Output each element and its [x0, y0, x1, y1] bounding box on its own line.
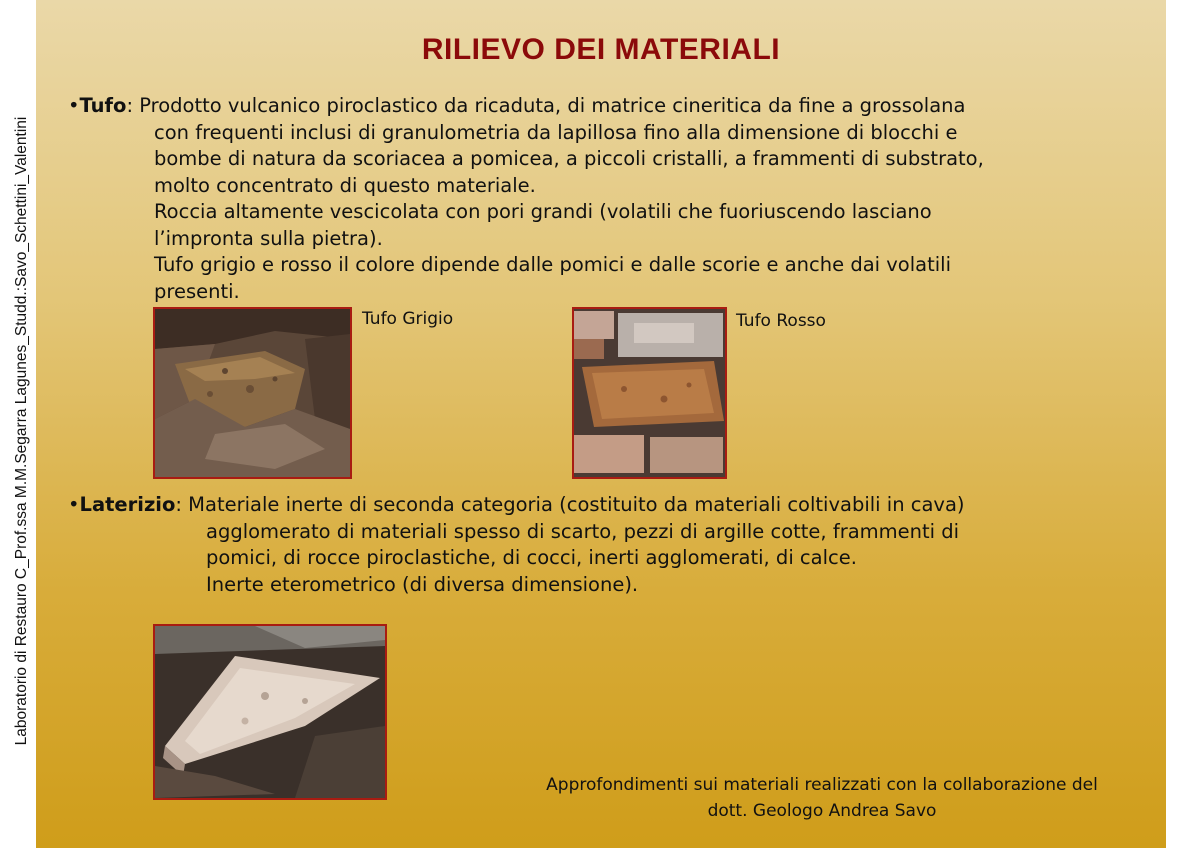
tufo-first-line [68, 93, 984, 120]
laterizio-first-line [68, 492, 965, 519]
laterizio-section [68, 492, 965, 598]
tufo-line: bombe di natura da scoriacea a pomicea, a piccoli cristalli, a frammenti di substrato, [154, 147, 984, 170]
footer-note [500, 772, 1144, 824]
tufo-rosso-image [574, 309, 725, 477]
laterizio-term: Laterizio [79, 493, 176, 516]
tufo-section [68, 93, 984, 305]
laterizio-photo [153, 624, 387, 800]
tufo-rosso-photo [572, 307, 727, 479]
tufo-line: con frequenti inclusi di granulometria da lapillosa fino alla dimensione di blocchi e [154, 120, 958, 144]
tufo-grigio-photo [153, 307, 352, 479]
tufo-term: Tufo [79, 94, 127, 117]
side-credit: Laboratorio di Restauro C_Prof.ssa M.M.Segarra Lagunes_Studd.:Savo_Schettini_Valentini [13, 116, 30, 746]
footer-line: Approfondimenti sui materiali realizzati con la collaborazione del [546, 775, 1098, 795]
laterizio-line: agglomerato di materiali spesso di scarto, pezzi di argille cotte, frammenti di [206, 519, 960, 543]
page-title: RILIEVO DEI MATERIALI [421, 33, 781, 66]
laterizio-line: Inerte eterometrico (di diversa dimensione). [206, 572, 639, 596]
laterizio-line: pomici, di rocce piroclastiche, di cocci, inerti agglomerati, di calce. [206, 546, 857, 569]
tufo-line: molto concentrato di questo materiale. [154, 173, 536, 197]
laterizio-line: Materiale inerte di seconda categoria (costituito da materiali coltivabili in cava) [188, 493, 965, 516]
tufo-grigio-image [155, 309, 350, 477]
tufo-line: presenti. [154, 279, 240, 303]
laterizio-image [155, 626, 385, 798]
bullet: • [68, 94, 80, 117]
tufo-line: l’impronta sulla pietra). [154, 226, 383, 250]
tufo-line: Prodotto vulcanico piroclastico da ricaduta, di matrice cineritica da fine a grossolana [139, 94, 966, 117]
tufo-rosso-caption: Tufo Rosso [736, 311, 826, 331]
colon: : [126, 94, 140, 117]
tufo-line: Roccia altamente vescicolata con pori grandi (volatili che fuoriuscendo lasciano [154, 200, 932, 223]
bullet: • [68, 493, 80, 516]
footer-line: dott. Geologo Andrea Savo [707, 801, 937, 821]
tufo-grigio-caption: Tufo Grigio [362, 309, 454, 329]
colon: : [175, 493, 189, 516]
tufo-line: Tufo grigio e rosso il colore dipende dalle pomici e dalle scorie e anche dai volatili [154, 253, 951, 276]
